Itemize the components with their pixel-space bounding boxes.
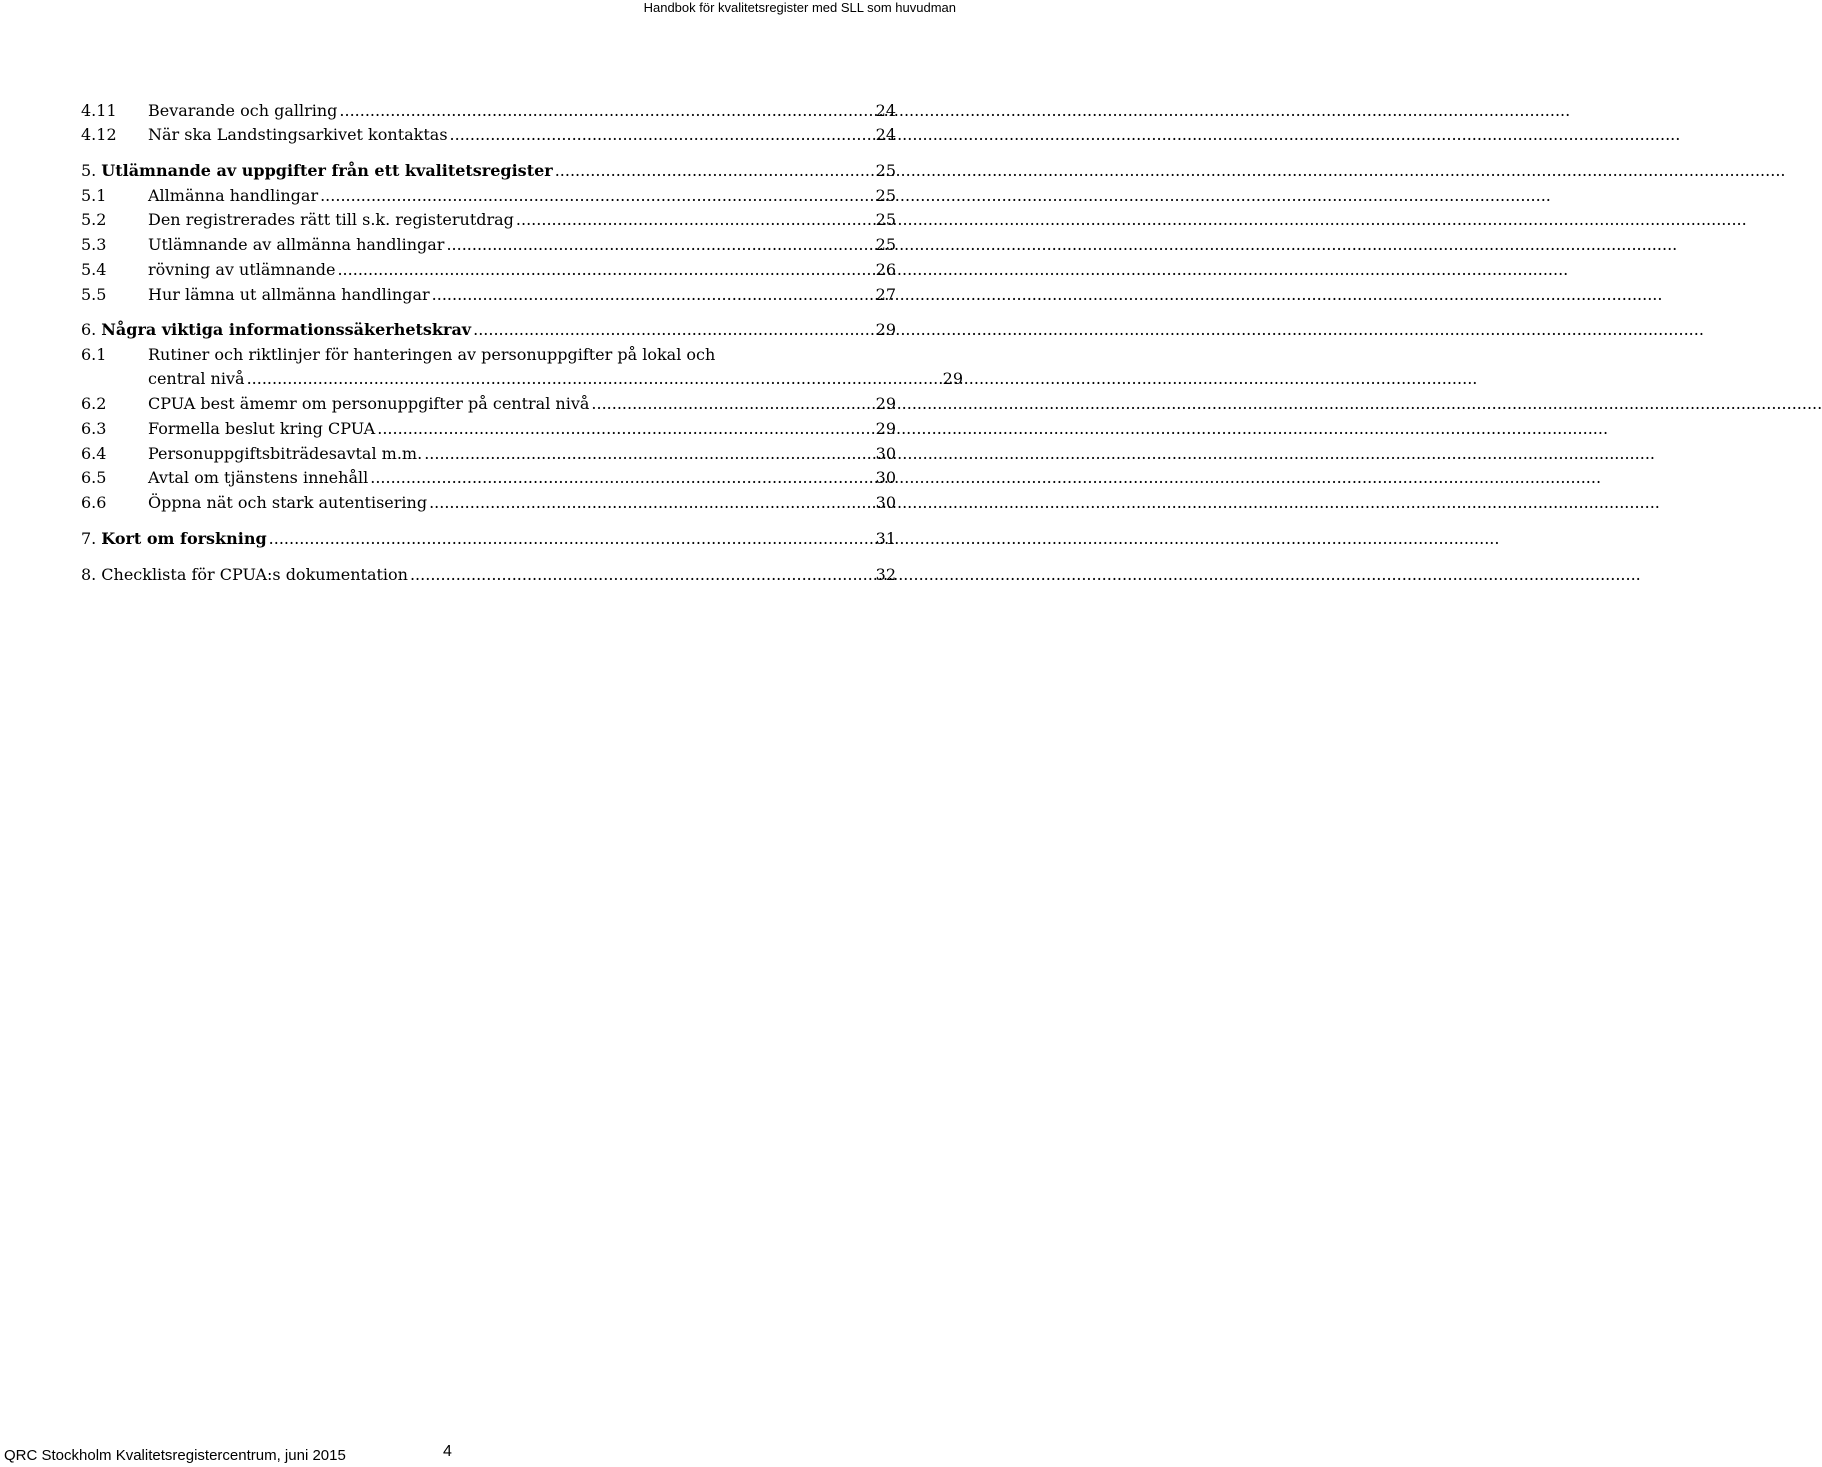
toc-page: 26 — [875, 260, 896, 279]
toc-page: 24 — [875, 101, 896, 120]
toc-page: 30 — [875, 493, 896, 512]
toc-entry-6-4[interactable] — [81, 443, 896, 465]
toc-page: 32 — [875, 565, 896, 584]
toc-entry-5-3[interactable] — [81, 234, 896, 256]
toc-title: Öppna nät och stark autentisering — [148, 493, 428, 512]
toc-number: 6.2 — [81, 394, 107, 413]
toc-page: 25 — [875, 186, 896, 205]
toc-page: 25 — [875, 235, 896, 254]
toc-page: 29 — [875, 394, 896, 413]
toc-title: Hur lämna ut allmänna handlingar — [148, 285, 430, 304]
toc-number: 6.1 — [81, 345, 107, 364]
toc-title: Personuppgiftsbiträdesavtal m.m. — [148, 444, 423, 463]
toc-entry-6-5[interactable] — [81, 467, 896, 489]
toc-number: 6.3 — [81, 419, 107, 438]
footer-page-number: 4 — [443, 1443, 452, 1460]
toc-leader — [429, 492, 874, 514]
toc-number: 6.6 — [81, 493, 107, 512]
toc-title: När ska Landstingsarkivet kontaktas — [148, 125, 448, 144]
toc-number: 6.4 — [81, 444, 107, 463]
toc-entry-6-1[interactable] — [81, 344, 963, 390]
toc-leader — [473, 319, 874, 341]
toc-number: 4.12 — [81, 125, 117, 144]
toc-title: Allmänna handlingar — [148, 186, 319, 205]
toc-entry-7[interactable] — [81, 528, 896, 550]
footer-organization: QRC Stockholm Kvalitetsregistercentrum, juni 2015 — [4, 1447, 346, 1464]
toc-title: Formella beslut kring CPUA — [148, 419, 376, 438]
toc-title: Checklista för CPUA:s dokumentation — [101, 565, 408, 584]
toc-page: 25 — [875, 210, 896, 229]
toc-entry-5[interactable] — [81, 160, 896, 182]
toc-entry-6[interactable] — [81, 319, 896, 341]
toc-entry-5-2[interactable] — [81, 209, 896, 231]
toc-number: 5.3 — [81, 235, 107, 254]
toc-title: Den registrerades rätt till s.k. registerutdrag — [148, 210, 514, 229]
toc-title: Några viktiga informationssäkerhetskrav — [101, 320, 472, 339]
toc-leader — [424, 443, 873, 465]
toc-title-continued: central nivå — [148, 369, 245, 388]
toc-page: 29 — [875, 419, 896, 438]
toc-leader — [337, 259, 873, 281]
toc-page: 29 — [942, 369, 963, 388]
toc-title: Bevarande och gallring — [148, 101, 338, 120]
toc-number: 5.4 — [81, 260, 107, 279]
toc-page: 30 — [875, 444, 896, 463]
toc-number: 6.5 — [81, 468, 107, 487]
toc-leader — [591, 393, 873, 415]
toc-page: 29 — [875, 320, 896, 339]
toc-entry-5-5[interactable] — [81, 284, 896, 306]
toc-page: 31 — [875, 529, 896, 548]
toc-page: 24 — [875, 125, 896, 144]
toc-leader — [269, 528, 874, 550]
toc-entry-4-11[interactable] — [81, 100, 896, 122]
toc-title: CPUA best ämemr om personuppgifter på central nivå — [148, 394, 590, 413]
toc-leader — [555, 160, 874, 182]
toc-leader — [516, 209, 874, 231]
toc-leader — [377, 418, 873, 440]
toc-entry-8[interactable] — [81, 564, 896, 586]
toc-title: Utlämnande av uppgifter från ett kvalitetsregister — [101, 161, 553, 180]
toc-leader — [320, 185, 874, 207]
toc-entry-6-2[interactable] — [81, 393, 896, 415]
toc-title: Avtal om tjänstens innehåll — [148, 468, 369, 487]
toc-entry-5-4[interactable] — [81, 259, 896, 281]
toc-number: 5.1 — [81, 186, 107, 205]
toc-leader — [432, 284, 874, 306]
toc-entry-6-6[interactable] — [81, 492, 896, 514]
running-header: Handbok för kvalitetsregister med SLL som huvudman — [643, 0, 956, 15]
toc-entry-5-1[interactable] — [81, 185, 896, 207]
toc-leader — [450, 124, 874, 146]
toc-title: Rutiner och riktlinjer för hanteringen av personuppgifter på lokal och — [148, 345, 716, 364]
toc-page: 30 — [875, 468, 896, 487]
toc-leader — [446, 234, 873, 256]
toc-number: 7. — [81, 529, 97, 548]
toc-page: 27 — [875, 285, 896, 304]
toc-title: Kort om forskning — [101, 529, 267, 548]
toc-number: 5. — [81, 161, 97, 180]
toc-leader — [370, 467, 873, 489]
toc-title: rövning av utlämnande — [148, 260, 336, 279]
toc-number: 8. — [81, 565, 97, 584]
toc-number: 5.2 — [81, 210, 107, 229]
toc-leader — [247, 368, 941, 390]
toc-entry-4-12[interactable] — [81, 124, 896, 146]
toc-leader — [410, 564, 874, 586]
toc-number: 4.11 — [81, 101, 117, 120]
toc-leader — [339, 100, 873, 122]
toc-number: 5.5 — [81, 285, 107, 304]
toc-number: 6. — [81, 320, 97, 339]
toc-page: 25 — [875, 161, 896, 180]
toc-title: Utlämnande av allmänna handlingar — [148, 235, 445, 254]
toc-entry-6-3[interactable] — [81, 418, 896, 440]
